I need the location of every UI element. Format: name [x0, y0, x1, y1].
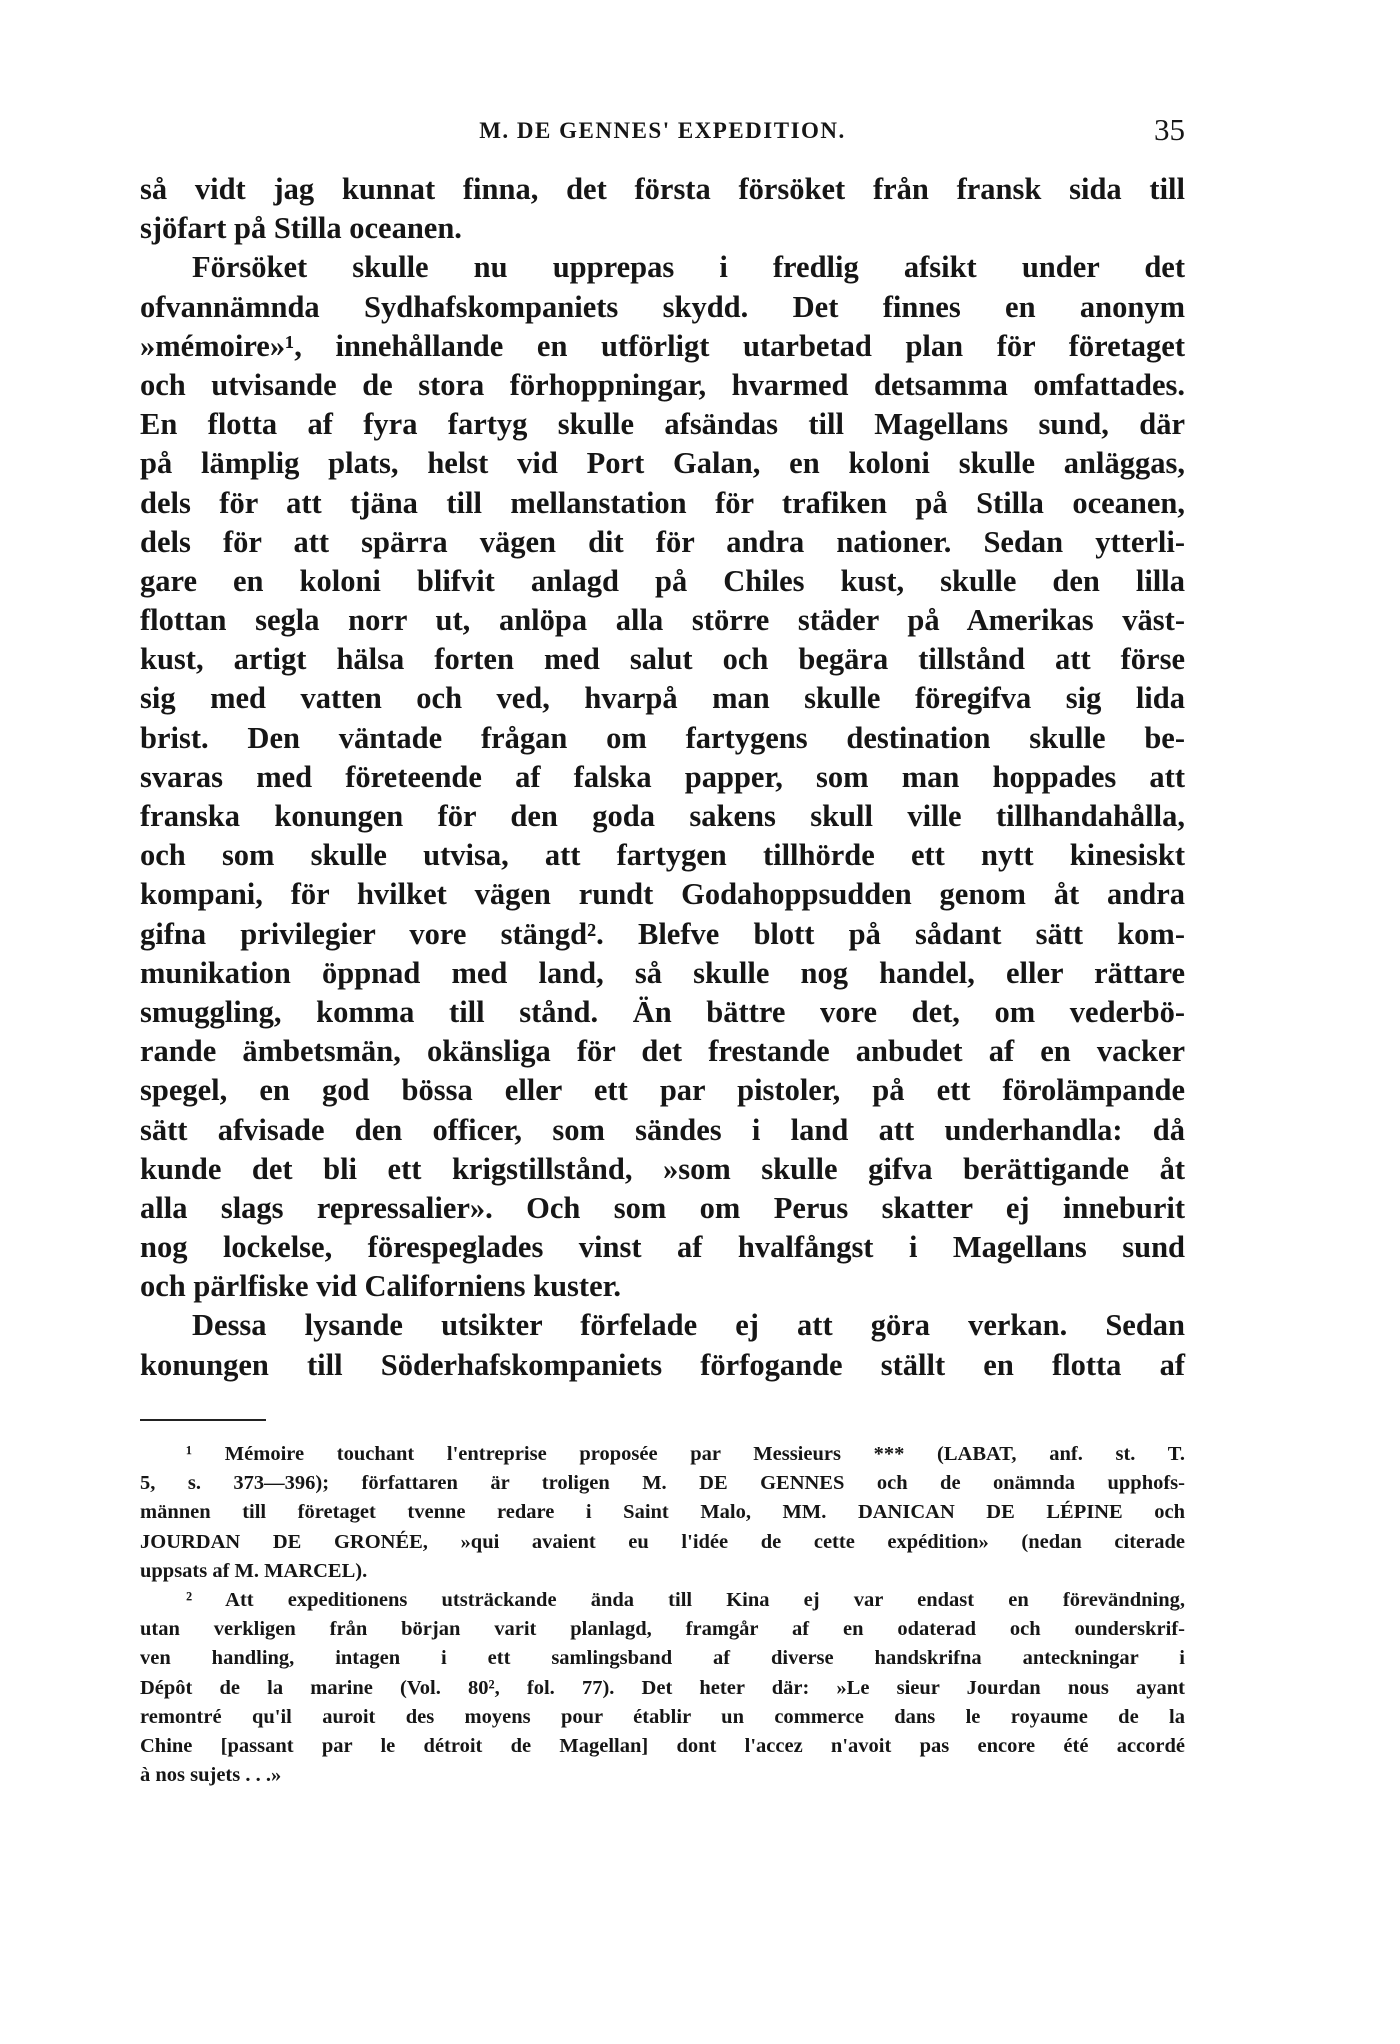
text-line: konungen till Söderhafskompaniets förfogande ställt en flotta af — [140, 1347, 1185, 1382]
text-line: kunde det bli ett krigstillstånd, »som skulle gifva berättigande åt — [140, 1151, 1185, 1186]
text-line: sätt afvisade den officer, som sändes i land att underhandla: då — [140, 1112, 1185, 1147]
footnote-line: utan verkligen från början varit planlagd, framgår af en odaterad och ounderskrif- — [140, 1618, 1185, 1641]
text-line: smuggling, komma till stånd. Än bättre vore det, om vederbö- — [140, 994, 1185, 1029]
running-title: M. DE GENNES' EXPEDITION. — [479, 118, 846, 143]
footnote-line: JOURDAN DE GRONÉE, »qui avaient eu l'idée de cette expédition» (nedan citerade — [140, 1530, 1185, 1553]
running-head — [140, 112, 1185, 152]
footnote-divider — [140, 1419, 266, 1421]
text-line: alla slags repressalier». Och som om Perus skatter ej inneburit — [140, 1190, 1185, 1225]
body-text — [140, 170, 1185, 1385]
text-line: nog lockelse, förespeglades vinst af hvalfångst i Magellans sund — [140, 1230, 1185, 1265]
text-line: Dessa lysande utsikter förfelade ej att göra verkan. Sedan — [192, 1308, 1185, 1343]
page-number: 35 — [1154, 112, 1185, 147]
footnotes — [140, 1440, 1185, 1790]
footnote-line: männen till företaget tvenne redare i Saint Malo, MM. DANICAN DE LÉPINE och — [140, 1501, 1185, 1524]
text-line: ofvannämnda Sydhafskompaniets skydd. Det finnes en anonym — [140, 289, 1185, 324]
text-line: franska konungen för den goda sakens skull ville tillhandahålla, — [140, 799, 1185, 833]
footnote-line: Chine [passant par le détroit de Magellan] dont l'accez n'avoit pas encore été accordé — [140, 1734, 1185, 1757]
text-line: och som skulle utvisa, att fartygen tillhörde ett nytt kinesiskt — [140, 838, 1185, 873]
footnote-line: Dépôt de la marine (Vol. 80², fol. 77). Det heter där: »Le sieur Jourdan nous ayant — [140, 1676, 1185, 1699]
text-line: dels för att tjäna till mellanstation för trafiken på Stilla oceanen, — [140, 485, 1185, 520]
footnote-line: ven handling, intagen i ett samlingsband af diverse handskrifna anteckningar i — [140, 1647, 1185, 1670]
text-line: på lämplig plats, helst vid Port Galan, en koloni skulle anläggas, — [140, 446, 1185, 481]
text-line: dels för att spärra vägen dit för andra nationer. Sedan ytterli- — [140, 524, 1185, 559]
footnote-line: ² Att expeditionens utsträckande ända till Kina ej var endast en förevändning, — [186, 1588, 1185, 1611]
footnote-line: à nos sujets . . .» — [140, 1764, 282, 1787]
text-line: spegel, en god bössa eller ett par pistoler, på ett förolämpande — [140, 1073, 1185, 1108]
footnote-line: uppsats af M. MARCEL). — [140, 1559, 368, 1582]
text-line: gifna privilegier vore stängd². Blefve blott på sådant sätt kom- — [140, 916, 1185, 951]
text-line: »mémoire»¹, innehållande en utförligt utarbetad plan för företaget — [140, 328, 1185, 363]
text-line: och pärlfiske vid Californiens kuster. — [140, 1269, 621, 1304]
text-line: kompani, för hvilket vägen rundt Godahoppsudden genom åt andra — [140, 877, 1185, 912]
footnote-line: ¹ Mémoire touchant l'entreprise proposée par Messieurs *** (LABAT, anf. st. T. — [186, 1443, 1185, 1465]
text-line: brist. Den väntade frågan om fartygens destination skulle be- — [140, 720, 1185, 755]
text-line: gare en koloni blifvit anlagd på Chiles kust, skulle den lilla — [140, 563, 1185, 598]
footnote-line: 5, s. 373—396); författaren är troligen M. DE GENNES och de onämnda upphofs- — [140, 1472, 1185, 1495]
text-line: så vidt jag kunnat finna, det första försöket från fransk sida till — [140, 172, 1185, 206]
text-line: svaras med företeende af falska papper, som man hoppades att — [140, 759, 1185, 794]
text-line: munikation öppnad med land, så skulle nog handel, eller rättare — [140, 955, 1185, 990]
text-line: Försöket skulle nu upprepas i fredlig afsikt under det — [192, 250, 1185, 285]
text-line: och utvisande de stora förhoppningar, hvarmed detsamma omfattades. — [140, 367, 1185, 402]
text-line: sjöfart på Stilla oceanen. — [140, 211, 462, 246]
text-line: En flotta af fyra fartyg skulle afsändas till Magellans sund, där — [140, 407, 1185, 442]
text-line: kust, artigt hälsa forten med salut och begära tillstånd att förse — [140, 642, 1185, 677]
text-line: sig med vatten och ved, hvarpå man skulle föregifva sig lida — [140, 681, 1185, 716]
text-line: rande ämbetsmän, okänsliga för det frestande anbudet af en vacker — [140, 1034, 1185, 1069]
text-line: flottan segla norr ut, anlöpa alla större städer på Amerikas väst- — [140, 603, 1185, 638]
footnote-line: remontré qu'il auroit des moyens pour établir un commerce dans le royaume de la — [140, 1705, 1185, 1728]
